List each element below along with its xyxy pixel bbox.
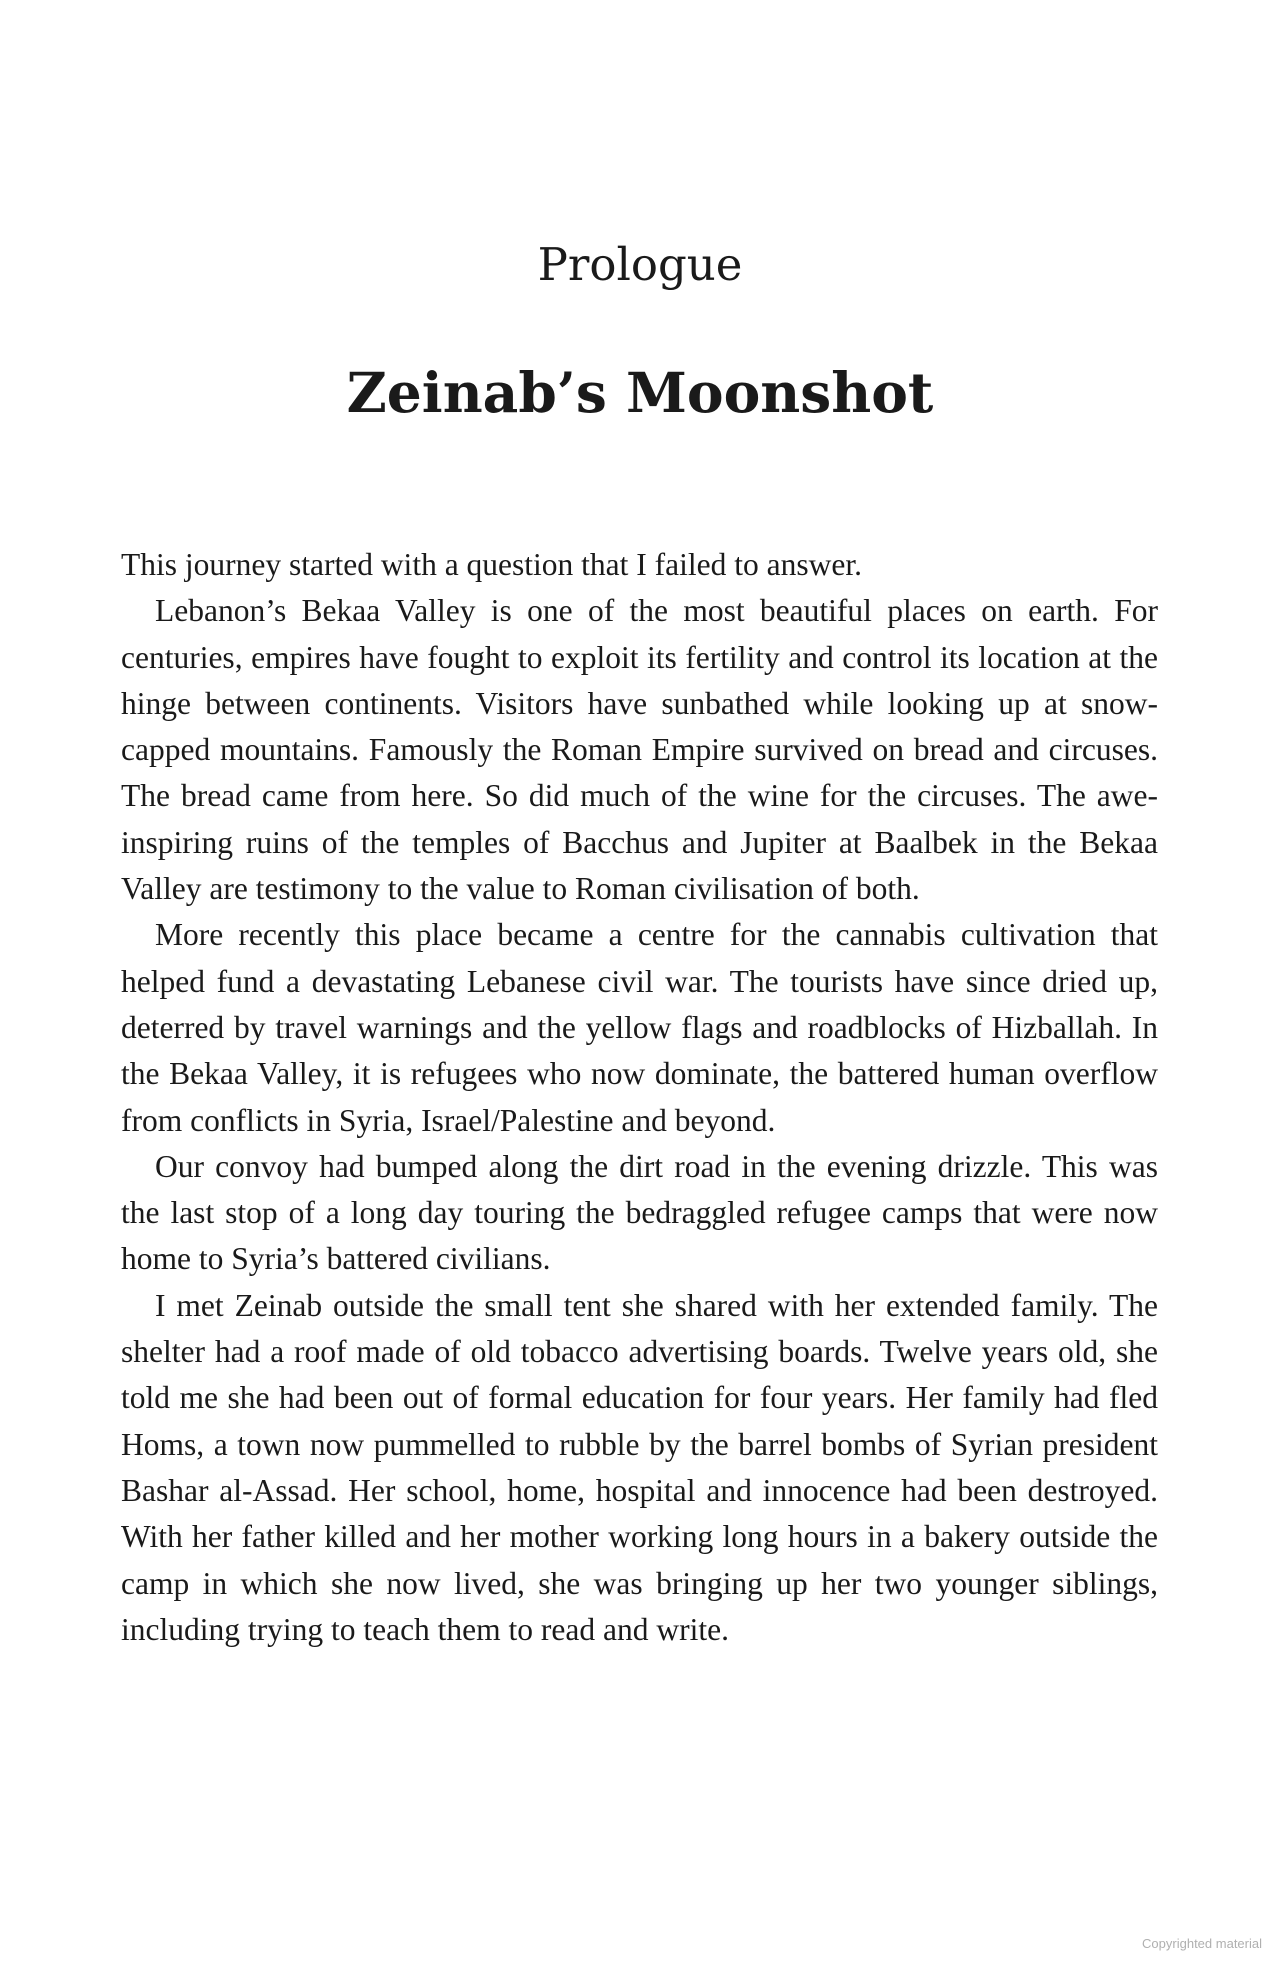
section-label: Prologue xyxy=(537,238,743,291)
paragraph-1: This journey started with a question that I failed to answer. xyxy=(121,547,862,582)
body-text xyxy=(121,542,1158,1653)
chapter-title: Zeinab’s Moonshot xyxy=(346,360,934,425)
paragraph-3: More recently this place became a centre for the cannabis cultivation that helped fund a devastating Lebanese civil war. The tourists have since dried up, deterred by travel warnings and the yellow flags and roadblocks of Hizballah. In the Bekaa Valley, it is refugees who now dominate, the battered human overflow from conflicts in Syria, Israel/Palestine and beyond. xyxy=(121,917,1158,1138)
copyright-notice: Copyrighted material xyxy=(1142,1936,1262,1951)
paragraph-5: I met Zeinab outside the small tent she shared with her extended family. The shelter had a roof made of old tobacco advertising boards. Twelve years old, she told me she had been out of formal education for four years. Her family had fled Homs, a town now pummelled to rubble by the barrel bombs of Syrian president Bashar al-Assad. Her school, home, hospital and innocence had been destroyed. With her father killed and her mother working long hours in a bakery outside the camp in which she now lived, she was bringing up her two younger siblings, including trying to teach them to read and write. xyxy=(121,1287,1158,1647)
paragraph-2: Lebanon’s Bekaa Valley is one of the most beautiful places on earth. For centuries, empires have fought to exploit its fertility and control its location at the hinge between continents. Visitors have sunbathed while looking up at snow-capped mountains. Famously the Roman Empire survived on bread and circuses. The bread came from here. So did much of the wine for the circuses. The awe-inspiring ruins of the temples of Bacchus and Jupiter at Baalbek in the Bekaa Valley are testimony to the value to Roman civilisation of both. xyxy=(121,593,1158,907)
paragraph-4: Our convoy had bumped along the dirt road in the evening drizzle. This was the last stop of a long day touring the bedraggled refugee camps that were now home to Syria’s battered civilians. xyxy=(121,1148,1158,1277)
